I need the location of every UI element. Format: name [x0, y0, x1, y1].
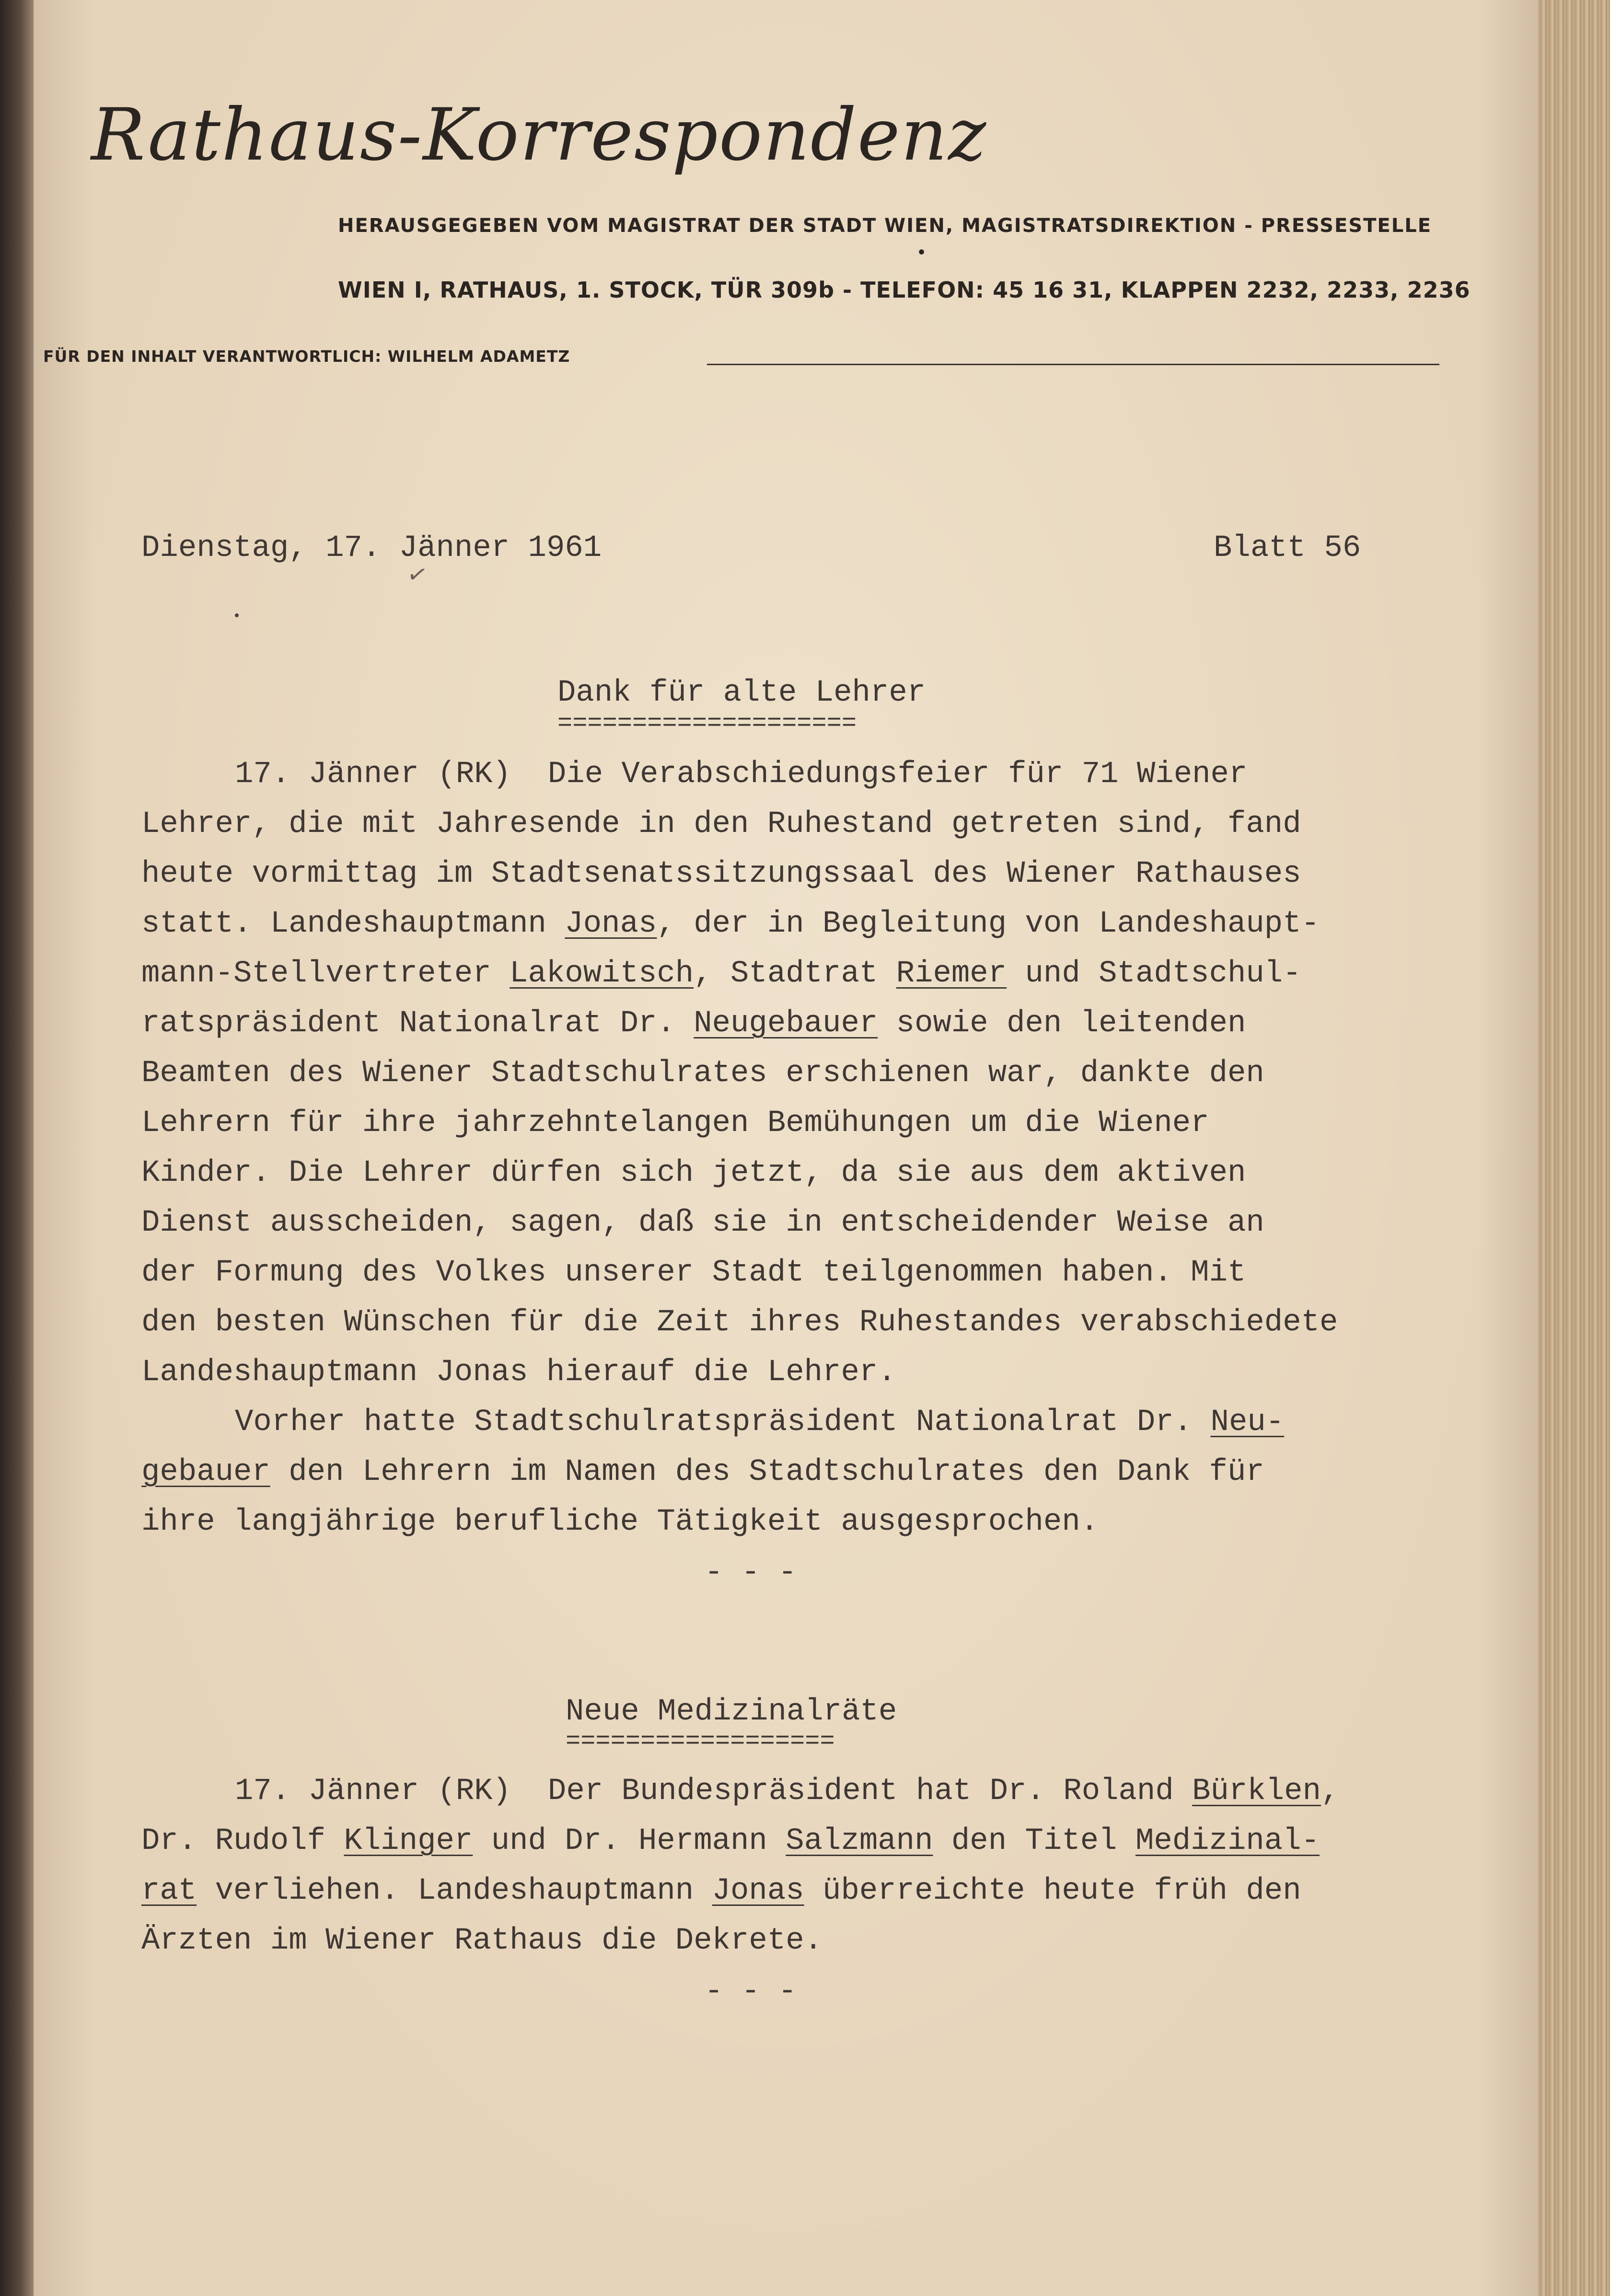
document-page	[34, 0, 1538, 2296]
text-run: Vorher hatte Stadtschulratspräsident Nationalrat Dr.	[235, 1405, 1211, 1440]
text-run: und Dr. Hermann	[473, 1824, 786, 1858]
name-salzmann: Salzmann	[786, 1824, 933, 1858]
page-edges	[1538, 0, 1610, 2296]
text-run: , Stadtrat	[694, 957, 896, 991]
masthead-responsible: FÜR DEN INHALT VERANTWORTLICH: WILHELM ADAMETZ	[43, 347, 570, 366]
name-neugebauer: Neugebauer	[694, 1006, 878, 1041]
article1-line	[141, 909, 1320, 939]
article1-title: Dank für alte Lehrer	[557, 676, 926, 710]
article1-line: heute vormittag im Stadtsenatssitzungssaal des Wiener Rathauses	[141, 857, 1301, 891]
name-jonas: Jonas	[565, 907, 657, 941]
article1-line: Kinder. Die Lehrer dürfen sich jetzt, da sie aus dem aktiven	[141, 1156, 1246, 1190]
masthead-address: WIEN I, RATHAUS, 1. STOCK, TÜR 309b - TELEFON: 45 16 31, KLAPPEN 2232, 2233, 2236	[338, 277, 1471, 303]
title-medizinalrat-part2: rat	[141, 1874, 197, 1908]
masthead-rule	[707, 364, 1439, 365]
article2-line	[235, 1776, 1339, 1807]
book-binding	[0, 0, 34, 2296]
text-run: den Titel	[933, 1824, 1135, 1858]
article2-end-mark: - - -	[705, 1974, 797, 2009]
name-klinger: Klinger	[344, 1824, 473, 1858]
masthead-publisher: HERAUSGEGEBEN VOM MAGISTRAT DER STADT WIEN, MAGISTRATSDIREKTION - PRESSESTELLE	[338, 215, 1432, 237]
text-run: verliehen. Landeshauptmann	[197, 1874, 712, 1908]
article1-line: Lehrern für ihre jahrzehntelangen Bemühungen um die Wiener	[141, 1106, 1209, 1141]
article2-line: Ärzten im Wiener Rathaus die Dekrete.	[141, 1924, 823, 1958]
name-neugebauer-part1: Neu-	[1210, 1405, 1285, 1440]
name-buerklen: Bürklen	[1192, 1774, 1321, 1809]
article1-line	[141, 1457, 1264, 1488]
article1-line: der Formung des Volkes unserer Stadt teilgenommen haben. Mit	[141, 1256, 1246, 1290]
text-run: mann-Stellvertreter	[141, 957, 510, 991]
article1-title-rule: ====================	[557, 709, 857, 738]
text-run: statt. Landeshauptmann	[141, 907, 565, 941]
ink-speck	[235, 613, 239, 617]
article1-line	[141, 1008, 1246, 1039]
name-jonas: Jonas	[712, 1874, 804, 1908]
name-riemer: Riemer	[896, 957, 1007, 991]
text-run: ,	[1320, 1774, 1340, 1809]
text-run: überreichte heute früh den	[804, 1874, 1301, 1908]
article1-line: 17. Jänner (RK) Die Verabschiedungsfeier für 71 Wiener	[235, 757, 1248, 792]
article1-end-mark: - - -	[705, 1556, 797, 1590]
article1-line	[235, 1407, 1284, 1438]
article1-line: Lehrer, die mit Jahresende in den Ruhestand getreten sind, fand	[141, 807, 1301, 842]
article1-line: Beamten des Wiener Stadtschulrates erschienen war, dankte den	[141, 1056, 1264, 1091]
masthead-separator-dot: •	[917, 244, 927, 261]
article1-line: ihre langjährige berufliche Tätigkeit ausgesprochen.	[141, 1505, 1099, 1539]
article1-line: Landeshauptmann Jonas hierauf die Lehrer.	[141, 1355, 896, 1390]
article2-title-rule: ==================	[566, 1727, 835, 1755]
check-mark-icon: ✓	[405, 559, 430, 590]
article2-line	[141, 1876, 1301, 1906]
article2-line	[141, 1826, 1320, 1857]
article1-line: Dienst ausscheiden, sagen, daß sie in entscheidender Weise an	[141, 1206, 1264, 1240]
text-run: , der in Begleitung von Landeshaupt-	[657, 907, 1320, 941]
text-run: Dr. Rudolf	[141, 1824, 344, 1858]
text-run: ratspräsident Nationalrat Dr.	[141, 1006, 694, 1041]
text-run: 17. Jänner (RK) Der Bundespräsident hat Dr. Roland	[235, 1774, 1193, 1809]
article2-title: Neue Medizinalräte	[566, 1695, 897, 1729]
article1-line: den besten Wünschen für die Zeit ihres Ruhestandes verabschiedete	[141, 1305, 1338, 1340]
name-lakowitsch: Lakowitsch	[510, 957, 694, 991]
name-neugebauer-part2: gebauer	[141, 1455, 270, 1489]
title-medizinalrat-part1: Medizinal-	[1135, 1824, 1320, 1858]
article1-line	[141, 958, 1301, 989]
masthead-title: Rathaus-Korrespondenz	[91, 93, 987, 177]
text-run: sowie den leitenden	[878, 1006, 1246, 1041]
sheet-number: Blatt 56	[1214, 531, 1361, 565]
text-run: den Lehrern im Namen des Stadtschulrates den Dank für	[270, 1455, 1264, 1489]
text-run: und Stadtschul-	[1007, 957, 1301, 991]
dateline-date: Dienstag, 17. Jänner 1961	[141, 531, 602, 565]
